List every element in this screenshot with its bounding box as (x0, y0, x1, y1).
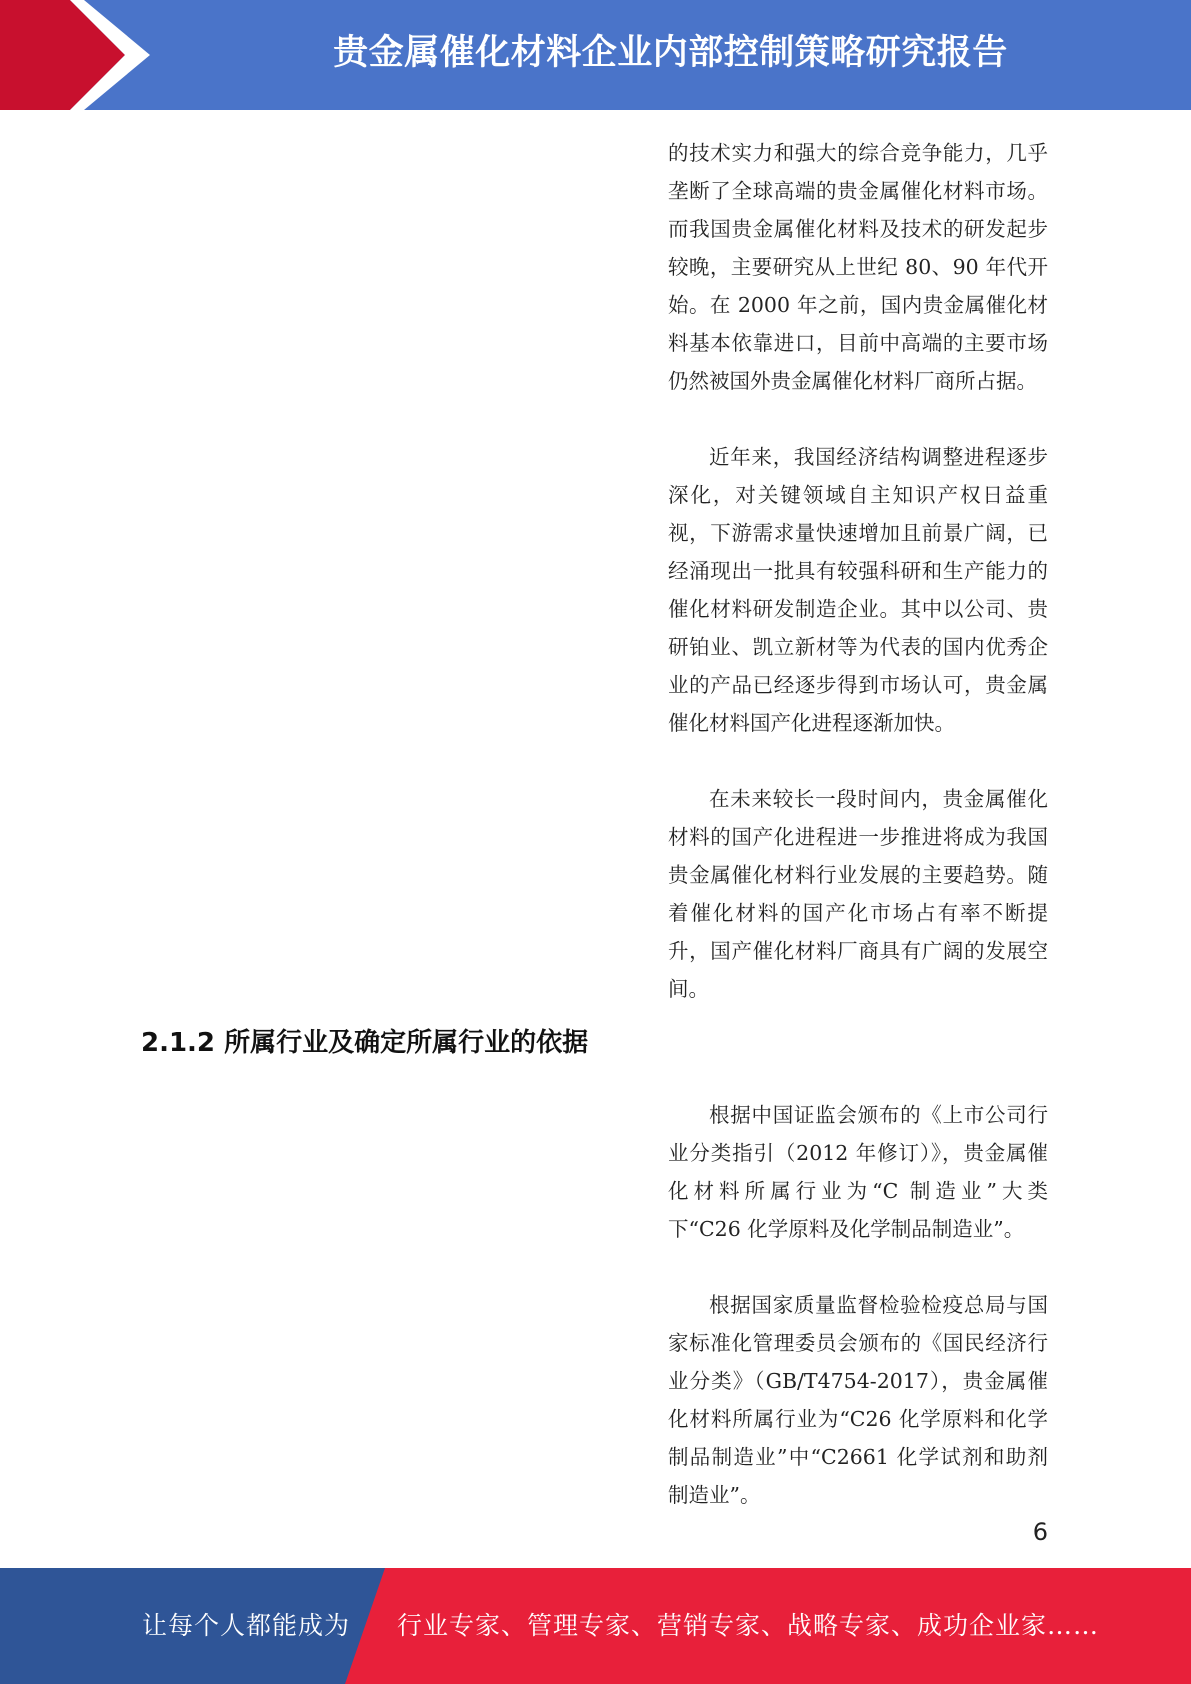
paragraph-1: 的技术实力和强大的综合竞争能力，几乎垄断了全球高端的贵金属催化材料市场。而我国贵金属催化材料及技术的研发起步较晚，主要研究从上世纪 80、90 年代开始。在 2000 年之前，国内贵金属催化材料基本依靠进口，目前中高端的主要市场仍然被国外贵金属催化材料厂商所占据。 (668, 141, 1048, 393)
paragraph-4: 根据中国证监会颁布的《上市公司行业分类指引（2012 年修订）》，贵金属催化材料所属行业为“C 制造业”大类下“C26 化学原料及化学制品制造业”。 (668, 1103, 1048, 1241)
paragraph-3: 在未来较长一段时间内，贵金属催化材料的国产化进程进一步推进将成为我国贵金属催化材料行业发展的主要趋势。随着催化材料的国产化市场占有率不断提升，国产催化材料厂商具有广阔的发展空间。 (668, 787, 1048, 1001)
paragraph-2: 近年来，我国经济结构调整进程逐步深化，对关键领域自主知识产权日益重视，下游需求量快速增加且前景广阔，已经涌现出一批具有较强科研和生产能力的催化材料研发制造企业。其中以公司、贵研铂业、凯立新材等为代表的国内优秀企业的产品已经逐步得到市场认可，贵金属催化材料国产化进程逐渐加快。 (668, 445, 1048, 735)
body-column-bottom (668, 1096, 1048, 1514)
footer-bar (0, 1568, 1191, 1684)
header-bar (0, 0, 1191, 110)
section-heading: 2.1.2 所属行业及确定所属行业的依据 (141, 1028, 589, 1058)
footer-slogan-right: 行业专家、管理专家、营销专家、战略专家、成功企业家…… (397, 1611, 1100, 1640)
footer-slogan-left: 让每个人都能成为 (142, 1611, 351, 1640)
paragraph-5: 根据国家质量监督检验检疫总局与国家标准化管理委员会颁布的《国民经济行业分类》（GB/T4754-2017），贵金属催化材料所属行业为“C26 化学原料和化学制品制造业”中“C2661 化学试剂和助剂制造业”。 (668, 1293, 1048, 1507)
page-number: 6 (1032, 1518, 1048, 1546)
report-title: 贵金属催化材料企业内部控制策略研究报告 (333, 33, 1008, 73)
body-column-top (668, 134, 1048, 1008)
header-chevron-decoration (0, 0, 160, 110)
